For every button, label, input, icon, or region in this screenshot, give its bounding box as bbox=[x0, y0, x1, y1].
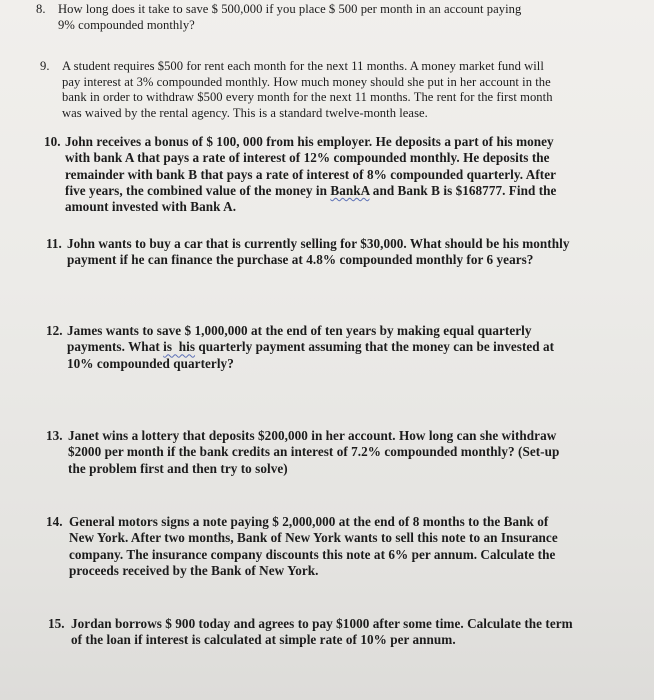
question-12-number: 12. bbox=[46, 323, 63, 338]
question-14-line-2: New York. After two months, Bank of New York wants to sell this note to an Insurance bbox=[69, 530, 558, 546]
question-12-line-3: 10% compounded quarterly? bbox=[67, 355, 234, 371]
question-10-line-5: amount invested with Bank A. bbox=[65, 199, 237, 215]
question-13-line-1: Janet wins a lottery that deposits $200,000 in her account. How long can she withdraw bbox=[68, 428, 557, 443]
question-15-number: 15. bbox=[48, 616, 65, 631]
question-15-line-1: Jordan borrows $ 900 today and agrees to pay $1000 after some time. Calculate the term bbox=[71, 616, 573, 631]
question-10-line-3: remainder with bank B that pays a rate of interest of 8% compounded quarterly. After bbox=[65, 166, 557, 182]
question-9-line-1: A student requires $500 for rent each month for the next 11 months. A money market fund will bbox=[62, 59, 544, 73]
question-14-line-1: General motors signs a note paying $ 2,000,000 at the end of 8 months to the Bank of bbox=[69, 514, 549, 529]
question-10-line-4 bbox=[65, 183, 556, 199]
question-13 bbox=[46, 428, 559, 477]
question-14-line-3: company. The insurance company discounts this note at 6% per annum. Calculate the bbox=[69, 546, 556, 562]
question-10-line-2: with bank A that pays a rate of interest of 12% compounded monthly. He deposits the bbox=[65, 150, 550, 166]
question-8-line-2: 9% compounded monthly? bbox=[58, 17, 195, 32]
question-15 bbox=[48, 616, 573, 649]
question-11-line-1: John wants to buy a car that is currently selling for $30,000. What should be his monthly bbox=[67, 236, 570, 251]
question-9-line-3: bank in order to withdraw $500 every month for the next 11 months. The rent for the first month bbox=[62, 90, 553, 105]
spellcheck-flag-banka: BankA bbox=[330, 182, 370, 198]
question-12-line-1: James wants to save $ 1,000,000 at the end of ten years by making equal quarterly bbox=[67, 323, 532, 338]
question-8 bbox=[36, 2, 521, 33]
question-11-number: 11. bbox=[46, 236, 62, 251]
question-8-number: 8. bbox=[36, 2, 46, 16]
question-12-line-2 bbox=[67, 339, 554, 355]
question-9-line-2: pay interest at 3% compounded monthly. How much money should she put in her account in the bbox=[62, 74, 551, 89]
question-9-line-4: was waived by the rental agency. This is a standard twelve-month lease. bbox=[62, 105, 428, 120]
spellcheck-flag-is-his: is his bbox=[163, 339, 196, 355]
question-14-number: 14. bbox=[46, 514, 63, 529]
question-12-line-2-start: payments. What bbox=[67, 339, 164, 355]
question-10-line-4-end: and Bank B is $168777. Find the bbox=[369, 182, 557, 198]
question-10-line-4-start: five years, the combined value of the money in bbox=[65, 182, 331, 198]
question-13-line-2: $2000 per month if the bank credits an interest of 7.2% compounded monthly? (Set-up bbox=[68, 444, 560, 460]
question-10-number: 10. bbox=[44, 134, 61, 149]
question-13-line-3: the problem first and then try to solve) bbox=[68, 460, 288, 476]
question-9 bbox=[40, 59, 553, 121]
question-11 bbox=[46, 236, 569, 269]
question-9-number: 9. bbox=[40, 59, 50, 73]
question-15-line-2: of the loan if interest is calculated at simple rate of 10% per annum. bbox=[71, 632, 456, 648]
question-12 bbox=[46, 323, 554, 372]
question-10 bbox=[44, 134, 556, 215]
question-12-line-2-end: quarterly payment assuming that the money can be invested at bbox=[195, 339, 555, 355]
question-13-number: 13. bbox=[46, 428, 63, 443]
question-11-line-2: payment if he can finance the purchase at 4.8% compounded monthly for 6 years? bbox=[67, 252, 534, 268]
question-14 bbox=[46, 514, 558, 579]
question-14-line-4: proceeds received by the Bank of New York. bbox=[69, 562, 319, 578]
question-8-line-1: How long does it take to save $ 500,000 if you place $ 500 per month in an account paying bbox=[58, 2, 522, 16]
question-10-line-1: John receives a bonus of $ 100, 000 from his employer. He deposits a part of his money bbox=[65, 134, 554, 149]
